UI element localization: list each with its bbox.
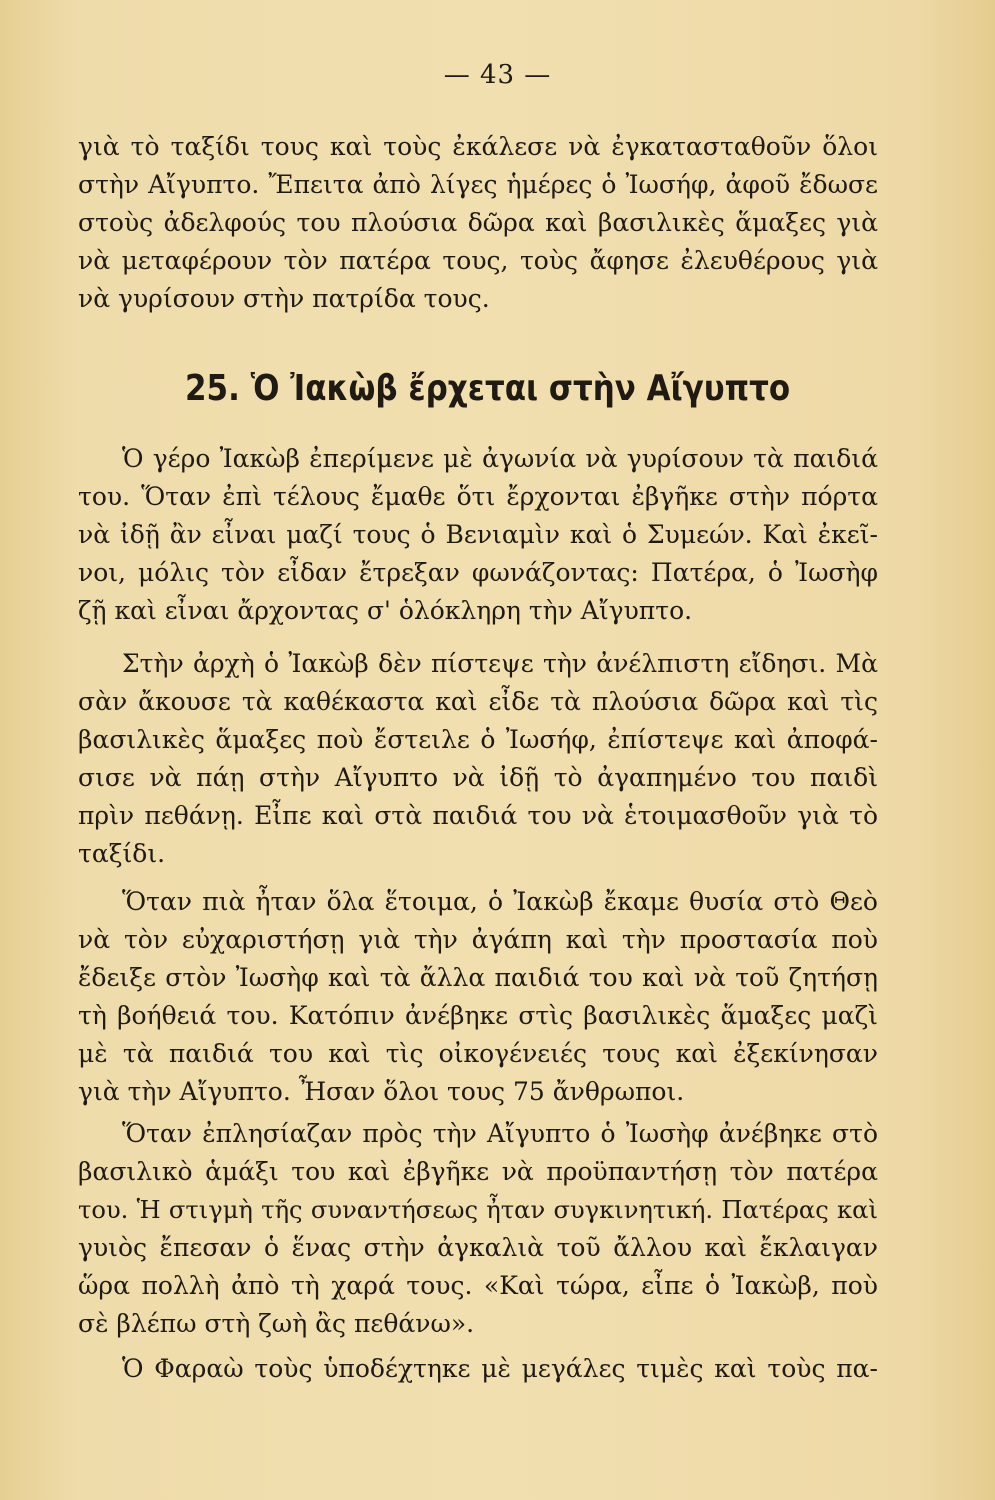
text-line: στοὺς ἀδελφούς του πλούσια δῶρα καὶ βασιλικὲς ἅμαξες γιὰ: [78, 208, 878, 237]
paragraph-1: [78, 440, 878, 630]
text-line: νὰ γυρίσουν στὴν πατρίδα τους.: [78, 284, 490, 313]
text-line: γιὰ τὸ ταξίδι τους καὶ τοὺς ἐκάλεσε νὰ ἐγκατασταθοῦν ὅλοι: [78, 132, 878, 161]
text-line: γυιὸς ἔπεσαν ὁ ἕνας στὴν ἀγκαλιὰ τοῦ ἄλλου καὶ ἔκλαιγαν: [78, 1233, 878, 1262]
text-line: γιὰ τὴν Αἴγυπτο. Ἦσαν ὅλοι τους 75 ἄνθρωποι.: [78, 1077, 685, 1106]
text-line: νὰ τὸν εὐχαριστήσῃ γιὰ τὴν ἀγάπη καὶ τὴν προστασία ποὺ: [78, 925, 878, 954]
text-line: του. Ὅταν ἐπὶ τέλους ἔμαθε ὅτι ἔρχονται ἐβγῆκε στὴν πόρτα: [78, 482, 878, 511]
text-line: σὲ βλέπω στὴ ζωὴ ἂς πεθάνω».: [78, 1309, 475, 1338]
text-line: νοι, μόλις τὸν εἶδαν ἔτρεξαν φωνάζοντας: Πατέρα, ὁ Ἰωσὴφ: [78, 558, 878, 587]
page-number: — 43 —: [443, 60, 552, 90]
text-line: ἔδειξε στὸν Ἰωσὴφ καὶ τὰ ἄλλα παιδιά του καὶ νὰ τοῦ ζητήσῃ: [78, 963, 878, 992]
paragraph-4: [78, 1115, 878, 1343]
text-line: ὥρα πολλὴ ἀπὸ τὴ χαρά τους. «Καὶ τώρα, εἶπε ὁ Ἰακὼβ, ποὺ: [78, 1271, 878, 1300]
paragraph-3: [78, 883, 878, 1111]
text-line: Ὅταν πιὰ ἦταν ὅλα ἕτοιμα, ὁ Ἰακὼβ ἔκαμε θυσία στὸ Θεὸ: [122, 887, 878, 916]
text-line: σὰν ἄκουσε τὰ καθέκαστα καὶ εἶδε τὰ πλούσια δῶρα καὶ τὶς: [78, 687, 878, 716]
text-line: νὰ ἰδῇ ἂν εἶναι μαζί τους ὁ Βενιαμὶν καὶ ὁ Συμεών. Καὶ ἐκεῖ-: [78, 520, 878, 549]
intro-paragraph: [78, 128, 878, 318]
text-line: Στὴν ἀρχὴ ὁ Ἰακὼβ δὲν πίστεψε τὴν ἀνέλπιστη εἴδησι. Μὰ: [122, 649, 878, 678]
text-line: Ὁ Φαραὼ τοὺς ὑποδέχτηκε μὲ μεγάλες τιμὲς καὶ τοὺς πα-: [122, 1354, 878, 1383]
text-line: ζῇ καὶ εἶναι ἄρχοντας σ' ὁλόκληρη τὴν Αἴγυπτο.: [78, 596, 693, 625]
text-line: νὰ μεταφέρουν τὸν πατέρα τους, τοὺς ἄφησε ἐλευθέρους γιὰ: [78, 246, 878, 275]
text-line: Ὅταν ἐπλησίαζαν πρὸς τὴν Αἴγυπτο ὁ Ἰωσὴφ ἀνέβηκε στὸ: [122, 1119, 878, 1148]
text-line: τὴ βοήθειά του. Κατόπιν ἀνέβηκε στὶς βασιλικὲς ἅμαξες μαζὶ: [78, 1001, 878, 1030]
text-line: σισε νὰ πάῃ στὴν Αἴγυπτο νὰ ἰδῇ τὸ ἀγαπημένο του παιδὶ: [78, 763, 878, 792]
text-line: βασιλικὸ ἁμάξι του καὶ ἐβγῆκε νὰ προϋπαντήσῃ τὸν πατέρα: [78, 1157, 878, 1186]
text-line: μὲ τὰ παιδιά του καὶ τὶς οἰκογένειές τους καὶ ἐξεκίνησαν: [78, 1039, 878, 1068]
text-line: βασιλικὲς ἅμαξες ποὺ ἔστειλε ὁ Ἰωσήφ, ἐπίστεψε καὶ ἀποφά-: [78, 725, 878, 754]
paragraph-5: [78, 1350, 878, 1388]
chapter-heading: 25. Ὁ Ἰακὼβ ἔρχεται στὴν Αἴγυπτο: [185, 368, 791, 409]
text-line: Ὁ γέρο Ἰακὼβ ἐπερίμενε μὲ ἀγωνία νὰ γυρίσουν τὰ παιδιά: [122, 444, 878, 473]
text-line: πρὶν πεθάνῃ. Εἶπε καὶ στὰ παιδιά του νὰ ἑτοιμασθοῦν γιὰ τὸ: [78, 801, 878, 830]
text-line: ταξίδι.: [78, 839, 166, 868]
paragraph-2: [78, 645, 878, 873]
text-line: στὴν Αἴγυπτο. Ἔπειτα ἀπὸ λίγες ἡμέρες ὁ Ἰωσήφ, ἀφοῦ ἔδωσε: [78, 170, 878, 199]
text-line: του. Ἡ στιγμὴ τῆς συναντήσεως ἦταν συγκινητική. Πατέρας καὶ: [78, 1196, 878, 1224]
